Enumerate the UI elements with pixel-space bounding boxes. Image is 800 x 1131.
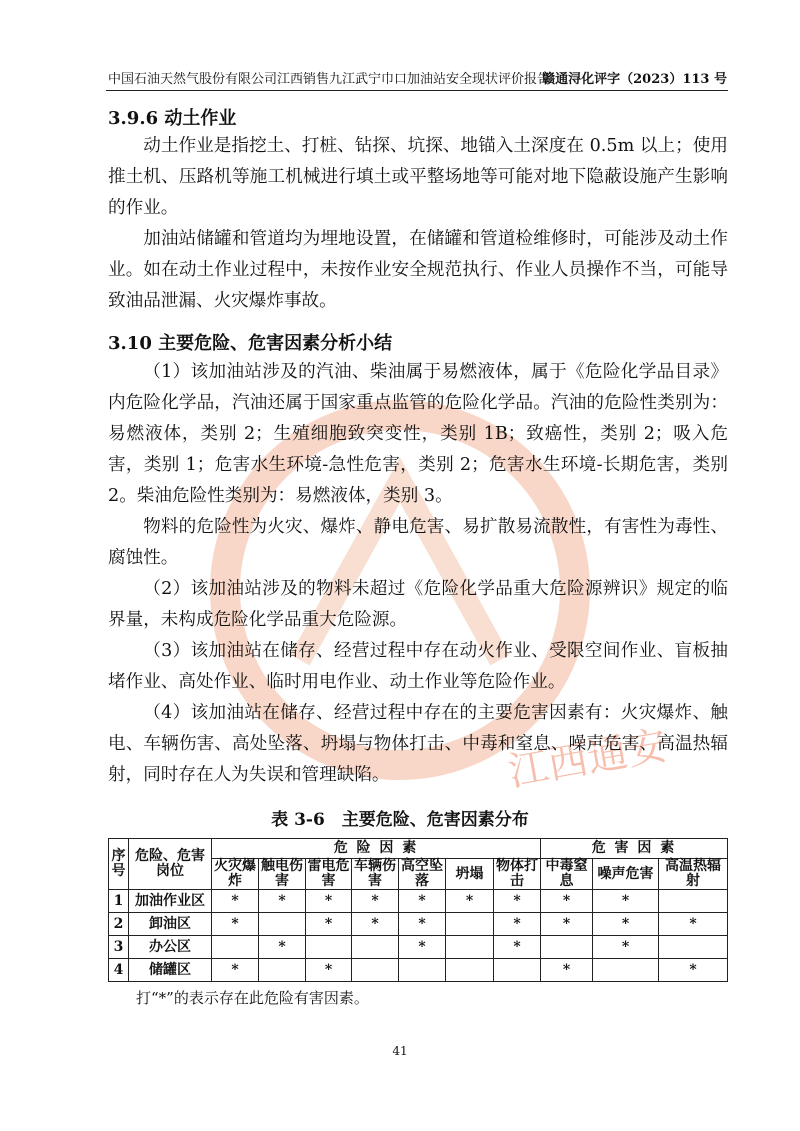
hazard-mark [446,936,494,959]
table-row [109,959,728,982]
row-post: 卸油区 [129,913,212,936]
header-report-number: 赣通浔化评字（2023）113 号 [542,72,727,87]
row-post: 加油作业区 [129,890,212,913]
hazard-mark [541,936,593,959]
header-harm-factors: 危 害 因 素 [541,839,728,859]
column-header: 触电伤害 [259,859,306,890]
hazard-mark: * [306,913,352,936]
column-header: 雷电危害 [307,858,350,889]
column-header: 火灾爆炸 [212,859,259,890]
hazard-mark: * [212,959,259,982]
hazard-mark: * [494,890,541,913]
hazard-mark [494,959,541,982]
hazard-mark: * [306,959,352,982]
table-row [109,936,728,959]
table-row [109,890,728,913]
row-number: 4 [109,959,129,982]
hazard-mark [259,959,306,982]
paragraph: （2）该加油站涉及的物料未超过《危险化学品重大危险源辨识》规定的临界量，未构成危险化学品重大危险源。 [108,579,728,630]
hazard-mark [352,959,399,982]
hazard-mark: * [541,890,593,913]
hazard-mark: * [259,890,306,913]
section-body [108,131,728,317]
hazard-mark [659,890,728,913]
hazard-mark: * [541,959,593,982]
column-header: 噪声危害 [593,859,659,890]
hazard-mark: * [399,936,446,959]
hazard-mark [352,936,399,959]
row-post: 储罐区 [129,959,212,982]
hazard-distribution-table [108,838,728,982]
hazard-mark [593,959,659,982]
row-number: 2 [109,913,129,936]
hazard-mark: * [399,913,446,936]
row-number: 3 [109,936,129,959]
hazard-mark: * [212,890,259,913]
header-report-title: 中国石油天然气股份有限公司江西销售九江武宁巾口加油站安全现状评价报告 [108,72,551,87]
page-number: 41 [392,1044,408,1058]
paragraph: 动土作业是指挖土、打桩、钻探、坑探、地锚入土深度在 0.5m 以上；使用推土机、压路机等施工机械进行填土或平整场地等可能对地下隐蔽设施产生影响的作业。 [108,136,728,218]
table-caption: 表 3-6 主要危险、危害因素分布 [271,810,529,830]
header-post: 危险、危害岗位 [129,839,212,890]
hazard-mark: * [593,890,659,913]
hazard-mark: * [494,936,541,959]
hazard-mark [259,913,306,936]
header-no: 序号 [109,839,129,890]
column-header: 高温热辐射 [659,859,728,890]
row-number: 1 [109,890,129,913]
hazard-mark: * [659,913,728,936]
hazard-mark [659,936,728,959]
hazard-mark [212,936,259,959]
hazard-mark: * [352,890,399,913]
paragraph: （1）该加油站涉及的汽油、柴油属于易燃液体，属于《危险化学品目录》内危险化学品，汽油还属于国家重点监管的危险化学品。汽油的危险性类别为：易燃液体，类别 2；生殖细胞致突变性，类别 1B；致癌性，类别 2；吸入危害，类别 1；危害水生环境-急性危害，类别 2；危害水生环境-长期危害，类别 2。柴油危险性类别为：易燃液体，类别 3。 [108,362,728,506]
hazard-mark: * [212,913,259,936]
hazard-mark [446,913,494,936]
paragraph: 物料的危险性为火灾、爆炸、静电危害、易扩散易流散性，有害性为毒性、腐蚀性。 [108,517,728,568]
paragraph: 加油站储罐和管道均为埋地设置，在储罐和管道检维修时，可能涉及动土作业。如在动土作业过程中，未按作业安全规范执行、作业人员操作不当，可能导致油品泄漏、火灾爆炸事故。 [108,229,728,311]
section-body [108,357,728,791]
column-header: 中毒窒息 [541,859,593,890]
hazard-mark [306,936,352,959]
column-header: 高空坠落 [399,859,446,890]
column-header: 坍塌 [446,859,494,890]
table-note: 打“*”的表示存在此危险有害因素。 [136,989,369,1007]
header-divider [106,90,728,91]
hazard-mark: * [593,913,659,936]
row-post: 办公区 [129,936,212,959]
svg-text:江西通安: 江西通安 [504,722,671,796]
hazard-mark: * [541,913,593,936]
hazard-mark: * [306,890,352,913]
hazard-mark: * [352,913,399,936]
paragraph: （4）该加油站在储存、经营过程中存在的主要危害因素有：火灾爆炸、触电、车辆伤害、高处坠落、坍塌与物体打击、中毒和窒息、噪声危害、高温热辐射，同时存在人为失误和管理缺陷。 [108,703,728,785]
hazard-mark: * [593,936,659,959]
hazard-mark: * [399,890,446,913]
section-heading: 3.10 主要危险、危害因素分析小结 [108,333,393,354]
section-heading: 3.9.6 动土作业 [108,108,237,129]
header-danger-factors: 危 险 因 素 [212,839,541,859]
hazard-mark: * [494,913,541,936]
column-header: 物体打击 [494,859,541,890]
paragraph: （3）该加油站在储存、经营过程中存在动火作业、受限空间作业、盲板抽堵作业、高处作业、临时用电作业、动土作业等危险作业。 [108,641,728,692]
hazard-mark: * [659,959,728,982]
hazard-mark: * [259,936,306,959]
column-header: 车辆伤害 [352,859,399,890]
hazard-mark: * [446,890,494,913]
hazard-mark [446,959,494,982]
hazard-mark [399,959,446,982]
table-row [109,913,728,936]
